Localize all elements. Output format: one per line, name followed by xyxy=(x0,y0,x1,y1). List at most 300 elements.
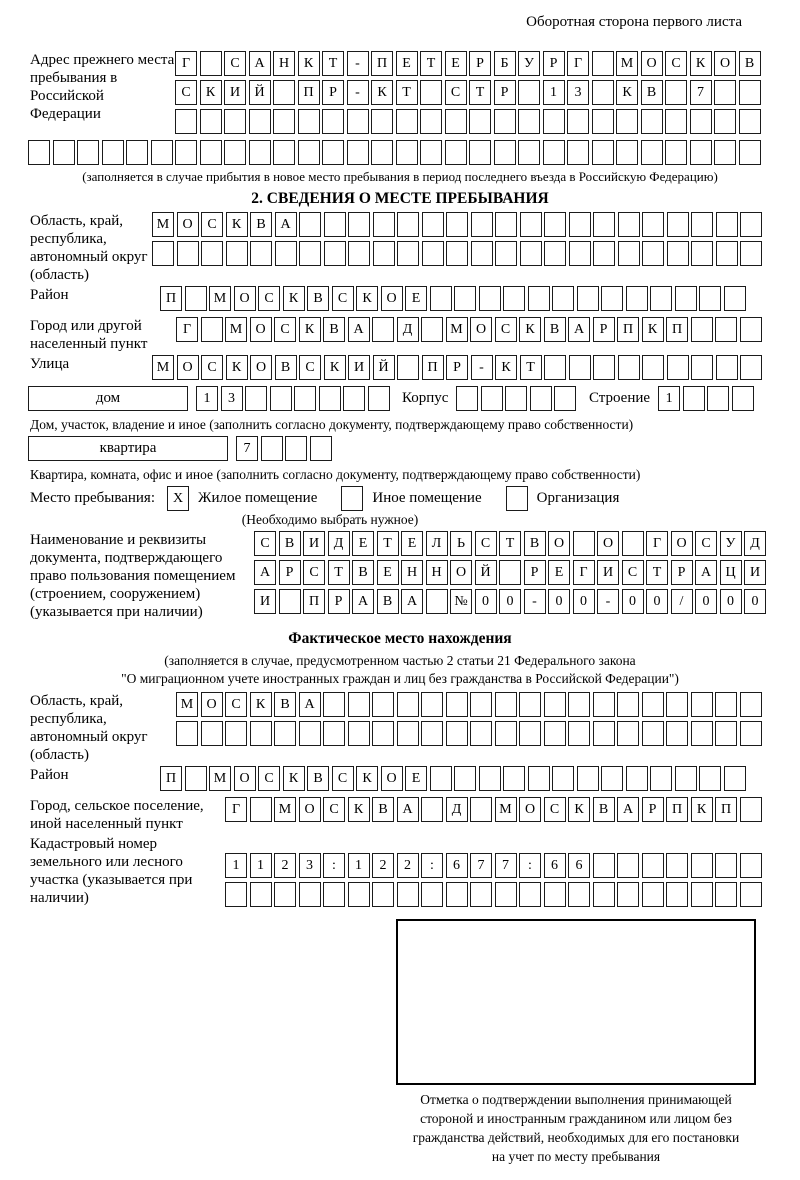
char-cell[interactable] xyxy=(279,589,301,614)
char-cell[interactable]: А xyxy=(249,51,271,76)
char-cell[interactable]: 0 xyxy=(475,589,497,614)
char-cell[interactable] xyxy=(642,212,664,237)
char-cell[interactable] xyxy=(739,140,761,165)
char-cell[interactable] xyxy=(421,721,443,746)
char-cell[interactable]: Й xyxy=(475,560,497,585)
char-cell[interactable]: Р xyxy=(543,51,565,76)
char-cell[interactable] xyxy=(372,692,394,717)
char-cell[interactable]: О xyxy=(714,51,736,76)
char-cell[interactable] xyxy=(299,212,321,237)
char-cell[interactable] xyxy=(177,241,199,266)
char-cell[interactable]: М xyxy=(446,317,468,342)
char-cell[interactable]: К xyxy=(348,797,370,822)
char-cell[interactable] xyxy=(421,692,443,717)
char-cell[interactable] xyxy=(724,286,746,311)
char-cell[interactable] xyxy=(642,882,664,907)
char-cell[interactable] xyxy=(372,882,394,907)
char-cell[interactable] xyxy=(724,766,746,791)
char-cell[interactable]: К xyxy=(642,317,664,342)
char-cell[interactable]: П xyxy=(160,766,182,791)
char-cell[interactable]: С xyxy=(175,80,197,105)
char-cell[interactable]: Т xyxy=(420,51,442,76)
char-cell[interactable] xyxy=(577,286,599,311)
char-cell[interactable] xyxy=(503,286,525,311)
char-cell[interactable] xyxy=(691,355,713,380)
char-cell[interactable] xyxy=(422,241,444,266)
char-cell[interactable] xyxy=(152,241,174,266)
char-cell[interactable]: 6 xyxy=(568,853,590,878)
char-cell[interactable]: Н xyxy=(426,560,448,585)
char-cell[interactable] xyxy=(348,692,370,717)
char-cell[interactable] xyxy=(518,80,540,105)
char-cell[interactable] xyxy=(518,109,540,134)
char-cell[interactable]: В xyxy=(274,692,296,717)
char-cell[interactable]: - xyxy=(597,589,619,614)
char-cell[interactable] xyxy=(616,140,638,165)
char-cell[interactable] xyxy=(176,721,198,746)
char-cell[interactable] xyxy=(102,140,124,165)
char-cell[interactable]: : xyxy=(323,853,345,878)
char-cell[interactable]: К xyxy=(226,355,248,380)
char-cell[interactable] xyxy=(495,721,517,746)
char-cell[interactable]: Т xyxy=(328,560,350,585)
char-cell[interactable] xyxy=(716,355,738,380)
char-cell[interactable] xyxy=(185,766,207,791)
char-cell[interactable] xyxy=(250,721,272,746)
char-cell[interactable]: Е xyxy=(445,51,467,76)
char-cell[interactable] xyxy=(666,882,688,907)
char-cell[interactable]: О xyxy=(234,766,256,791)
char-cell[interactable]: - xyxy=(347,80,369,105)
char-cell[interactable]: М xyxy=(152,355,174,380)
char-cell[interactable]: Р xyxy=(446,355,468,380)
char-cell[interactable] xyxy=(249,109,271,134)
char-cell[interactable]: П xyxy=(298,80,320,105)
char-cell[interactable]: К xyxy=(568,797,590,822)
char-cell[interactable]: В xyxy=(279,531,301,556)
char-cell[interactable] xyxy=(446,241,468,266)
char-cell[interactable]: О xyxy=(548,531,570,556)
char-cell[interactable] xyxy=(249,140,271,165)
char-cell[interactable] xyxy=(347,140,369,165)
char-cell[interactable]: О xyxy=(381,286,403,311)
char-cell[interactable] xyxy=(544,212,566,237)
stay-type-checkbox-residential[interactable]: X xyxy=(167,486,189,511)
char-cell[interactable] xyxy=(667,355,689,380)
char-cell[interactable]: 0 xyxy=(622,589,644,614)
char-cell[interactable] xyxy=(274,882,296,907)
char-cell[interactable]: Р xyxy=(593,317,615,342)
char-cell[interactable] xyxy=(569,212,591,237)
char-cell[interactable]: 0 xyxy=(499,589,521,614)
char-cell[interactable] xyxy=(544,355,566,380)
char-cell[interactable] xyxy=(371,109,393,134)
char-cell[interactable]: В xyxy=(641,80,663,105)
char-cell[interactable] xyxy=(347,109,369,134)
char-cell[interactable]: Д xyxy=(397,317,419,342)
char-cell[interactable] xyxy=(348,882,370,907)
char-cell[interactable]: В xyxy=(372,797,394,822)
char-cell[interactable] xyxy=(665,80,687,105)
char-cell[interactable] xyxy=(544,241,566,266)
char-cell[interactable]: Ц xyxy=(720,560,742,585)
char-cell[interactable]: Б xyxy=(494,51,516,76)
char-cell[interactable] xyxy=(250,797,272,822)
char-cell[interactable] xyxy=(740,692,762,717)
char-cell[interactable]: В xyxy=(275,355,297,380)
char-cell[interactable]: С xyxy=(544,797,566,822)
char-cell[interactable]: У xyxy=(720,531,742,556)
char-cell[interactable] xyxy=(469,109,491,134)
char-cell[interactable]: О xyxy=(381,766,403,791)
char-cell[interactable] xyxy=(273,80,295,105)
char-cell[interactable] xyxy=(430,766,452,791)
char-cell[interactable]: Е xyxy=(548,560,570,585)
char-cell[interactable] xyxy=(348,212,370,237)
char-cell[interactable]: С xyxy=(665,51,687,76)
char-cell[interactable]: : xyxy=(519,853,541,878)
char-cell[interactable] xyxy=(77,140,99,165)
char-cell[interactable]: 3 xyxy=(221,386,243,411)
char-cell[interactable] xyxy=(715,721,737,746)
char-cell[interactable]: Р xyxy=(469,51,491,76)
char-cell[interactable]: Р xyxy=(328,589,350,614)
char-cell[interactable] xyxy=(543,109,565,134)
char-cell[interactable]: В xyxy=(544,317,566,342)
char-cell[interactable] xyxy=(666,721,688,746)
char-cell[interactable]: - xyxy=(347,51,369,76)
char-cell[interactable] xyxy=(616,109,638,134)
char-cell[interactable] xyxy=(675,286,697,311)
char-cell[interactable] xyxy=(420,109,442,134)
char-cell[interactable] xyxy=(456,386,478,411)
char-cell[interactable]: А xyxy=(352,589,374,614)
char-cell[interactable] xyxy=(151,140,173,165)
char-cell[interactable]: Н xyxy=(401,560,423,585)
char-cell[interactable] xyxy=(420,80,442,105)
char-cell[interactable] xyxy=(593,692,615,717)
char-cell[interactable] xyxy=(528,286,550,311)
char-cell[interactable] xyxy=(469,140,491,165)
char-cell[interactable] xyxy=(201,241,223,266)
char-cell[interactable]: О xyxy=(250,317,272,342)
char-cell[interactable] xyxy=(617,853,639,878)
char-cell[interactable]: С xyxy=(201,212,223,237)
char-cell[interactable] xyxy=(650,766,672,791)
char-cell[interactable] xyxy=(426,589,448,614)
char-cell[interactable] xyxy=(593,355,615,380)
char-cell[interactable] xyxy=(650,286,672,311)
char-cell[interactable] xyxy=(200,140,222,165)
char-cell[interactable] xyxy=(224,140,246,165)
char-cell[interactable]: И xyxy=(744,560,766,585)
char-cell[interactable] xyxy=(245,386,267,411)
char-cell[interactable] xyxy=(372,317,394,342)
char-cell[interactable] xyxy=(201,317,223,342)
char-cell[interactable]: - xyxy=(524,589,546,614)
char-cell[interactable] xyxy=(699,766,721,791)
char-cell[interactable] xyxy=(715,882,737,907)
char-cell[interactable] xyxy=(665,109,687,134)
char-cell[interactable]: В xyxy=(524,531,546,556)
char-cell[interactable]: Г xyxy=(225,797,247,822)
char-cell[interactable] xyxy=(368,386,390,411)
char-cell[interactable] xyxy=(494,109,516,134)
char-cell[interactable] xyxy=(618,241,640,266)
char-cell[interactable] xyxy=(471,241,493,266)
char-cell[interactable]: О xyxy=(671,531,693,556)
char-cell[interactable]: А xyxy=(617,797,639,822)
char-cell[interactable]: 0 xyxy=(744,589,766,614)
char-cell[interactable] xyxy=(552,766,574,791)
char-cell[interactable]: В xyxy=(250,212,272,237)
char-cell[interactable]: К xyxy=(283,766,305,791)
char-cell[interactable]: Г xyxy=(646,531,668,556)
char-cell[interactable] xyxy=(470,882,492,907)
char-cell[interactable] xyxy=(421,797,443,822)
char-cell[interactable] xyxy=(396,140,418,165)
char-cell[interactable]: Т xyxy=(646,560,668,585)
char-cell[interactable] xyxy=(397,882,419,907)
char-cell[interactable] xyxy=(691,882,713,907)
char-cell[interactable] xyxy=(126,140,148,165)
char-cell[interactable] xyxy=(593,853,615,878)
char-cell[interactable]: Е xyxy=(352,531,374,556)
char-cell[interactable] xyxy=(446,212,468,237)
char-cell[interactable] xyxy=(520,241,542,266)
char-cell[interactable] xyxy=(740,721,762,746)
char-cell[interactable]: С xyxy=(495,317,517,342)
char-cell[interactable] xyxy=(739,80,761,105)
char-cell[interactable] xyxy=(569,355,591,380)
char-cell[interactable]: 2 xyxy=(274,853,296,878)
char-cell[interactable]: 1 xyxy=(348,853,370,878)
char-cell[interactable]: К xyxy=(356,286,378,311)
char-cell[interactable]: А xyxy=(299,692,321,717)
char-cell[interactable] xyxy=(642,355,664,380)
char-cell[interactable] xyxy=(446,721,468,746)
char-cell[interactable]: М xyxy=(616,51,638,76)
char-cell[interactable] xyxy=(593,882,615,907)
char-cell[interactable] xyxy=(567,109,589,134)
char-cell[interactable] xyxy=(622,531,644,556)
char-cell[interactable]: С xyxy=(445,80,467,105)
char-cell[interactable]: М xyxy=(274,797,296,822)
char-cell[interactable]: 7 xyxy=(470,853,492,878)
char-cell[interactable] xyxy=(569,241,591,266)
char-cell[interactable] xyxy=(323,721,345,746)
char-cell[interactable]: К xyxy=(371,80,393,105)
char-cell[interactable]: А xyxy=(401,589,423,614)
char-cell[interactable] xyxy=(226,241,248,266)
char-cell[interactable] xyxy=(324,212,346,237)
char-cell[interactable]: - xyxy=(471,355,493,380)
char-cell[interactable]: Т xyxy=(396,80,418,105)
stay-type-checkbox-organization[interactable] xyxy=(506,486,528,511)
char-cell[interactable] xyxy=(324,241,346,266)
char-cell[interactable] xyxy=(454,766,476,791)
char-cell[interactable]: Р xyxy=(322,80,344,105)
char-cell[interactable]: 3 xyxy=(567,80,589,105)
char-cell[interactable] xyxy=(285,436,307,461)
char-cell[interactable] xyxy=(470,692,492,717)
char-cell[interactable]: В xyxy=(739,51,761,76)
char-cell[interactable] xyxy=(322,140,344,165)
char-cell[interactable]: П xyxy=(371,51,393,76)
char-cell[interactable]: О xyxy=(470,317,492,342)
char-cell[interactable]: П xyxy=(666,797,688,822)
char-cell[interactable]: Й xyxy=(249,80,271,105)
char-cell[interactable] xyxy=(495,212,517,237)
char-cell[interactable]: О xyxy=(201,692,223,717)
char-cell[interactable] xyxy=(250,882,272,907)
char-cell[interactable] xyxy=(740,853,762,878)
char-cell[interactable] xyxy=(593,241,615,266)
char-cell[interactable] xyxy=(323,692,345,717)
char-cell[interactable]: Т xyxy=(469,80,491,105)
char-cell[interactable] xyxy=(201,721,223,746)
char-cell[interactable]: 7 xyxy=(495,853,517,878)
char-cell[interactable]: П xyxy=(303,589,325,614)
char-cell[interactable] xyxy=(495,692,517,717)
char-cell[interactable] xyxy=(642,853,664,878)
char-cell[interactable] xyxy=(319,386,341,411)
char-cell[interactable] xyxy=(567,140,589,165)
char-cell[interactable]: Г xyxy=(573,560,595,585)
char-cell[interactable]: О xyxy=(597,531,619,556)
char-cell[interactable]: Т xyxy=(499,531,521,556)
char-cell[interactable] xyxy=(445,140,467,165)
char-cell[interactable]: В xyxy=(307,766,329,791)
char-cell[interactable] xyxy=(274,721,296,746)
char-cell[interactable]: О xyxy=(177,212,199,237)
char-cell[interactable] xyxy=(714,80,736,105)
char-cell[interactable]: С xyxy=(475,531,497,556)
char-cell[interactable]: 1 xyxy=(543,80,565,105)
char-cell[interactable]: М xyxy=(225,317,247,342)
char-cell[interactable]: Е xyxy=(401,531,423,556)
char-cell[interactable] xyxy=(641,109,663,134)
char-cell[interactable]: Г xyxy=(176,317,198,342)
char-cell[interactable]: Р xyxy=(671,560,693,585)
char-cell[interactable] xyxy=(617,692,639,717)
char-cell[interactable]: О xyxy=(177,355,199,380)
char-cell[interactable] xyxy=(396,109,418,134)
char-cell[interactable] xyxy=(518,140,540,165)
char-cell[interactable] xyxy=(495,241,517,266)
char-cell[interactable]: 3 xyxy=(299,853,321,878)
char-cell[interactable]: К xyxy=(356,766,378,791)
char-cell[interactable]: С xyxy=(695,531,717,556)
char-cell[interactable] xyxy=(273,140,295,165)
char-cell[interactable] xyxy=(690,109,712,134)
char-cell[interactable] xyxy=(732,386,754,411)
char-cell[interactable] xyxy=(530,386,552,411)
char-cell[interactable]: Е xyxy=(377,560,399,585)
char-cell[interactable]: О xyxy=(250,355,272,380)
char-cell[interactable] xyxy=(690,140,712,165)
char-cell[interactable]: Е xyxy=(405,766,427,791)
char-cell[interactable] xyxy=(691,692,713,717)
char-cell[interactable] xyxy=(397,355,419,380)
char-cell[interactable] xyxy=(298,109,320,134)
char-cell[interactable] xyxy=(373,212,395,237)
char-cell[interactable] xyxy=(618,212,640,237)
char-cell[interactable]: С xyxy=(258,286,280,311)
char-cell[interactable]: П xyxy=(715,797,737,822)
char-cell[interactable] xyxy=(573,531,595,556)
char-cell[interactable]: М xyxy=(495,797,517,822)
char-cell[interactable] xyxy=(691,212,713,237)
char-cell[interactable]: П xyxy=(666,317,688,342)
char-cell[interactable] xyxy=(470,721,492,746)
char-cell[interactable] xyxy=(544,692,566,717)
char-cell[interactable] xyxy=(348,721,370,746)
stay-type-checkbox-other-premises[interactable] xyxy=(341,486,363,511)
char-cell[interactable]: Т xyxy=(322,51,344,76)
char-cell[interactable] xyxy=(499,560,521,585)
char-cell[interactable]: С xyxy=(299,355,321,380)
char-cell[interactable] xyxy=(707,386,729,411)
char-cell[interactable] xyxy=(420,140,442,165)
char-cell[interactable]: Т xyxy=(520,355,542,380)
char-cell[interactable] xyxy=(544,721,566,746)
char-cell[interactable] xyxy=(592,51,614,76)
char-cell[interactable] xyxy=(528,766,550,791)
char-cell[interactable] xyxy=(715,853,737,878)
char-cell[interactable] xyxy=(716,212,738,237)
char-cell[interactable] xyxy=(568,692,590,717)
char-cell[interactable] xyxy=(299,721,321,746)
char-cell[interactable]: 0 xyxy=(646,589,668,614)
char-cell[interactable] xyxy=(740,241,762,266)
char-cell[interactable] xyxy=(715,317,737,342)
char-cell[interactable] xyxy=(592,109,614,134)
char-cell[interactable]: К xyxy=(324,355,346,380)
char-cell[interactable] xyxy=(224,109,246,134)
char-cell[interactable]: А xyxy=(695,560,717,585)
char-cell[interactable] xyxy=(175,140,197,165)
char-cell[interactable] xyxy=(519,692,541,717)
char-cell[interactable] xyxy=(185,286,207,311)
char-cell[interactable] xyxy=(200,109,222,134)
char-cell[interactable] xyxy=(323,882,345,907)
char-cell[interactable] xyxy=(740,355,762,380)
char-cell[interactable]: О xyxy=(234,286,256,311)
char-cell[interactable]: Р xyxy=(524,560,546,585)
char-cell[interactable] xyxy=(397,692,419,717)
char-cell[interactable]: С xyxy=(303,560,325,585)
char-cell[interactable] xyxy=(446,692,468,717)
char-cell[interactable] xyxy=(740,797,762,822)
char-cell[interactable] xyxy=(310,436,332,461)
char-cell[interactable] xyxy=(675,766,697,791)
char-cell[interactable]: 1 xyxy=(196,386,218,411)
char-cell[interactable] xyxy=(275,241,297,266)
char-cell[interactable]: К xyxy=(616,80,638,105)
char-cell[interactable]: 2 xyxy=(397,853,419,878)
char-cell[interactable]: К xyxy=(691,797,713,822)
char-cell[interactable] xyxy=(479,286,501,311)
char-cell[interactable] xyxy=(343,386,365,411)
char-cell[interactable] xyxy=(601,766,623,791)
char-cell[interactable] xyxy=(740,317,762,342)
char-cell[interactable] xyxy=(666,692,688,717)
char-cell[interactable]: К xyxy=(226,212,248,237)
char-cell[interactable] xyxy=(479,766,501,791)
char-cell[interactable]: К xyxy=(283,286,305,311)
char-cell[interactable] xyxy=(691,853,713,878)
